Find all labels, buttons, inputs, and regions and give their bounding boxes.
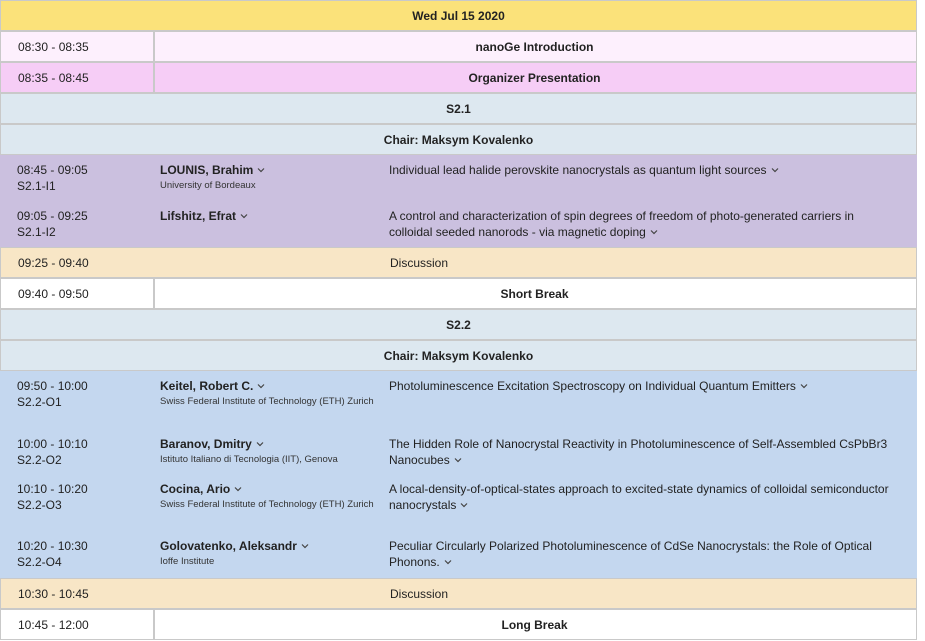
time-label: 10:30 - 10:45 <box>18 587 89 601</box>
session-chair-s21 <box>0 124 917 155</box>
discussion-label: Discussion <box>390 256 449 270</box>
schedule-row-long-break <box>0 609 917 640</box>
speaker-name[interactable]: Cocina, Ario <box>160 481 243 497</box>
talk-code: S2.1-I2 <box>17 225 56 239</box>
schedule-row-discussion <box>0 247 917 278</box>
talk-code: S2.2-O4 <box>17 555 62 569</box>
chair-label: Chair: Maksym Kovalenko <box>383 132 534 147</box>
session-title: Organizer Presentation <box>468 70 601 85</box>
talks-block-s21 <box>0 155 917 247</box>
chevron-down-icon[interactable] <box>459 500 469 510</box>
discussion-label: Discussion <box>390 587 449 601</box>
chevron-down-icon[interactable] <box>239 211 249 221</box>
speaker-affiliation: University of Bordeaux <box>160 180 256 191</box>
speaker-name[interactable]: Baranov, Dmitry <box>160 436 265 452</box>
talk-title[interactable]: Peculiar Circularly Polarized Photoluminescence of CdSe Nanocrystals: the Role of Optical Phonons. <box>389 539 872 569</box>
session-title: nanoGe Introduction <box>475 39 594 54</box>
chevron-down-icon[interactable] <box>443 557 453 567</box>
chevron-down-icon[interactable] <box>799 381 809 391</box>
speaker-affiliation: Swiss Federal Institute of Technology (ETH) Zurich <box>160 396 374 407</box>
chevron-down-icon[interactable] <box>453 455 463 465</box>
speaker-name[interactable]: Lifshitz, Efrat <box>160 208 249 224</box>
talk-time: 10:00 - 10:10 <box>17 437 88 451</box>
schedule-row-short-break <box>0 278 917 309</box>
talk-code: S2.1-I1 <box>17 179 56 193</box>
time-label: 08:35 - 08:45 <box>18 71 89 85</box>
talk-code: S2.2-O1 <box>17 395 62 409</box>
date-header <box>0 0 917 31</box>
talk-time: 09:50 - 10:00 <box>17 379 88 393</box>
talk-time: 10:10 - 10:20 <box>17 482 88 496</box>
talk-time: 10:20 - 10:30 <box>17 539 88 553</box>
date-label: Wed Jul 15 2020 <box>412 8 505 23</box>
schedule-row-intro <box>0 31 917 62</box>
speaker-affiliation: Ioffe Institute <box>160 556 215 567</box>
talk-title[interactable]: Individual lead halide perovskite nanocrystals as quantum light sources <box>389 162 899 178</box>
chevron-down-icon[interactable] <box>256 165 266 175</box>
speaker-affiliation: Swiss Federal Institute of Technology (ETH) Zurich <box>160 499 374 510</box>
session-label: S2.1 <box>446 101 471 116</box>
speaker-affiliation: Istituto Italiano di Tecnologia (IIT), Genova <box>160 454 338 465</box>
chevron-down-icon[interactable] <box>300 541 310 551</box>
schedule-row-organizer <box>0 62 917 93</box>
session-label: S2.2 <box>446 317 471 332</box>
speaker-name[interactable]: Keitel, Robert C. <box>160 378 266 394</box>
talk-title[interactable]: The Hidden Role of Nanocrystal Reactivity in Photoluminescence of Self-Assembled CsPbBr3 Nanocubes <box>389 437 888 467</box>
break-title: Short Break <box>500 286 569 301</box>
time-label: 08:30 - 08:35 <box>18 40 89 54</box>
talk-title[interactable]: A local-density-of-optical-states approach to excited-state dynamics of colloidal semiconductor nanocrystals <box>389 482 889 512</box>
speaker-name[interactable]: Golovatenko, Aleksandr <box>160 538 310 554</box>
talk-time: 08:45 - 09:05 <box>17 163 88 177</box>
talk-title[interactable]: A control and characterization of spin degrees of freedom of photo-generated carriers in colloidal seeded nanorods - via magnetic doping <box>389 209 854 239</box>
talk-time: 09:05 - 09:25 <box>17 209 88 223</box>
chevron-down-icon[interactable] <box>770 165 780 175</box>
speaker-name[interactable]: LOUNIS, Brahim <box>160 162 266 178</box>
time-label: 09:40 - 09:50 <box>18 287 89 301</box>
chevron-down-icon[interactable] <box>255 439 265 449</box>
chevron-down-icon[interactable] <box>649 227 659 237</box>
time-label: 09:25 - 09:40 <box>18 256 89 270</box>
talks-block-s22 <box>0 371 917 578</box>
schedule-row-discussion <box>0 578 917 609</box>
chevron-down-icon[interactable] <box>233 484 243 494</box>
chair-label: Chair: Maksym Kovalenko <box>383 348 534 363</box>
session-chair-s22 <box>0 340 917 371</box>
talk-code: S2.2-O2 <box>17 453 62 467</box>
chevron-down-icon[interactable] <box>256 381 266 391</box>
session-header-s21 <box>0 93 917 124</box>
break-title: Long Break <box>501 617 568 632</box>
talk-code: S2.2-O3 <box>17 498 62 512</box>
talk-title[interactable]: Photoluminescence Excitation Spectroscopy on Individual Quantum Emitters <box>389 378 899 394</box>
time-label: 10:45 - 12:00 <box>18 618 89 632</box>
session-header-s22 <box>0 309 917 340</box>
